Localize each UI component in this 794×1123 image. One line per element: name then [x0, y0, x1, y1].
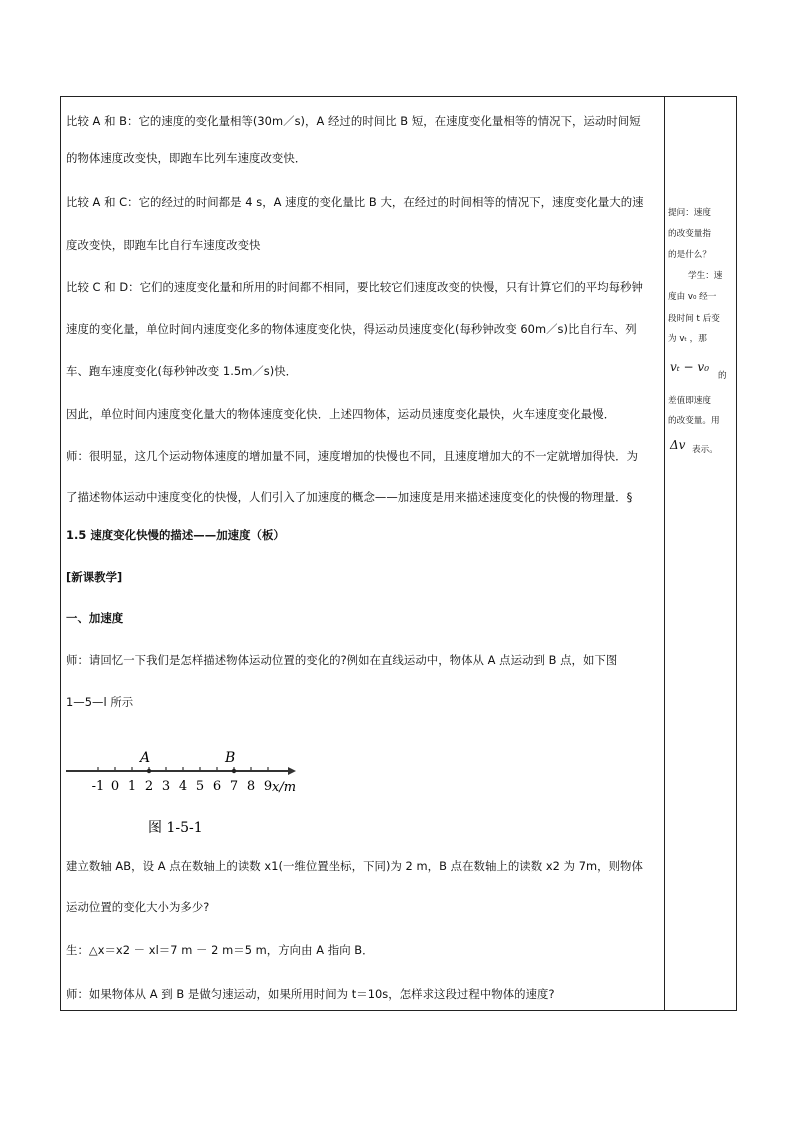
text-line: 的物体速度改变快，即跑车比列车速度改变快． [66, 151, 307, 165]
side-note-line: 提问：速度 [668, 208, 711, 218]
side-note-line: 的是什么？ [668, 250, 711, 260]
tick-label: 3 [161, 779, 171, 794]
side-note-line: 段时间 t 后变 [668, 314, 720, 324]
text-line: 师：如果物体从 A 到 B 是做匀速运动，如果所用时间为 t＝10s，怎样求这段过程中物体的速度? [66, 987, 555, 1001]
tick-label: 7 [229, 779, 239, 794]
column-divider [664, 96, 665, 1011]
tick-label: 8 [246, 779, 256, 794]
axis-arrow-icon [288, 767, 296, 775]
number-line-figure [66, 742, 336, 842]
text-line: 度改变快，即跑车比自行车速度改变快 [66, 238, 261, 252]
point-a-label: A [140, 750, 151, 766]
tick-label: 0 [110, 779, 120, 794]
section-heading: 1.5 速度变化快慢的描述——加速度（板） [66, 528, 285, 542]
text-line: 师：很明显，这几个运动物体速度的增加量不同，速度增加的快慢也不同，且速度增加大的不一定就增加得快．为 [66, 449, 639, 463]
point-marker [232, 769, 236, 773]
side-note-line: 的改变量指 [668, 229, 711, 239]
side-note-line: 的改变量。用 [668, 416, 720, 426]
axis-label: x/m [272, 780, 297, 795]
text-line: 师：请回忆一下我们是怎样描述物体运动位置的变化的?例如在直线运动中，物体从 A 点运动到 B 点，如下图 [66, 653, 618, 667]
tick-label: 4 [178, 779, 188, 794]
tick-label: 1 [127, 779, 137, 794]
side-note-line: 的 [718, 371, 727, 381]
tick-label: -1 [91, 779, 105, 794]
text-line: 因此，单位时间内速度变化量大的物体速度变化快．上述四物体，运动员速度变化最快，火车速度变化最慢． [66, 407, 616, 421]
text-line: 建立数轴 AB，设 A 点在数轴上的读数 x1(一维位置坐标，下同)为 2 m，B 点在数轴上的读数 x2 为 7m，则物体 [66, 859, 643, 873]
tick-label: 6 [212, 779, 222, 794]
section-heading: [新课教学] [66, 570, 123, 584]
tick-label: 2 [144, 779, 154, 794]
text-line: 比较 A 和 B：它的速度的变化量相等(30m／s)，A 经过的时间比 B 短，在速度变化量相等的情况下，运动时间短 [66, 114, 641, 128]
point-marker [147, 769, 151, 773]
text-line: 比较 A 和 C：它的经过的时间都是 4 s，A 速度的变化量比 B 大，在经过的时间相等的情况下，速度变化量大的速 [66, 195, 644, 209]
section-heading: 一、加速度 [66, 611, 124, 625]
side-note-line: 为 vₜ ，那 [668, 334, 707, 344]
side-note-line: 学生：速 [688, 271, 723, 281]
formula-delta-v: Δv [670, 438, 686, 452]
side-note-line: 差值即速度 [668, 396, 711, 406]
tick-label: 5 [195, 779, 205, 794]
side-note-line: 表示。 [692, 445, 718, 455]
side-note-line: 度由 v₀ 经一 [668, 292, 717, 302]
text-line: 1—5—l 所示 [66, 695, 134, 709]
text-line: 运动位置的变化大小为多少? [66, 900, 210, 914]
figure-caption: 图 1-5-1 [148, 820, 203, 836]
tick-label: 9 [263, 779, 273, 794]
text-line: 生：△x＝x2 － xl＝7 m － 2 m＝5 m，方向由 A 指向 B． [66, 943, 374, 957]
text-line: 车、跑车速度变化(每秒钟改变 1.5m／s)快． [66, 364, 298, 378]
text-line: 了描述物体运动中速度变化的快慢，人们引入了加速度的概念——加速度是用来描述速度变化的快慢的物理量．§ [66, 490, 633, 504]
text-line: 比较 C 和 D：它们的速度变化量和所用的时间都不相同，要比较它们速度改变的快慢，只有计算它们的平均每秒钟 [66, 280, 643, 294]
text-line: 速度的变化量，单位时间内速度变化多的物体速度变化快，得运动员速度变化(每秒钟改变 60m／s)比自行车、列 [66, 322, 637, 336]
point-b-label: B [225, 750, 236, 766]
formula-vt-minus-v0: vₜ − v₀ [670, 360, 710, 374]
